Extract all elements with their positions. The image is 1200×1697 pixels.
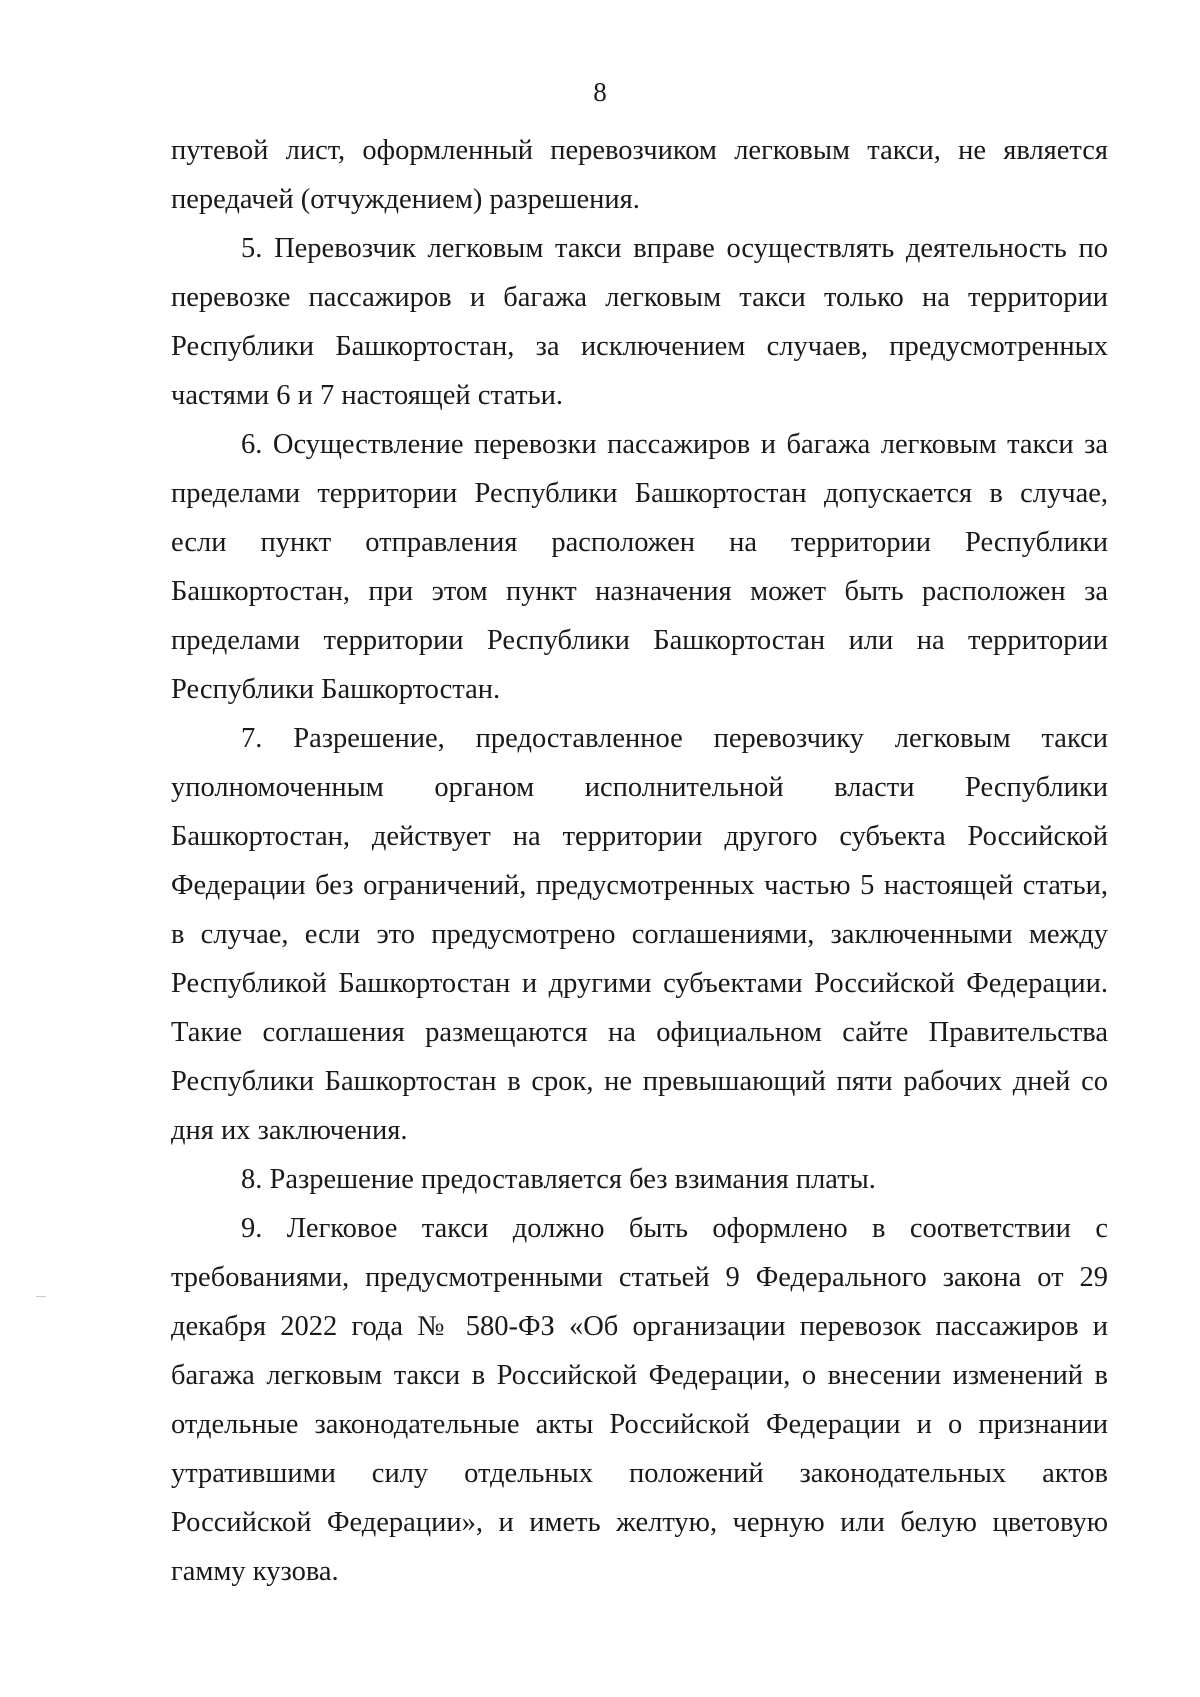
paragraph-8: 8. Разрешение предоставляется без взимания платы.: [241, 1164, 876, 1195]
document-body: [171, 126, 1108, 1596]
paragraph-7: 7. Разрешение, предоставленное перевозчику легковым такси уполномоченным органом исполнительной власти Республики Башкортостан, действует на территории другого субъекта Российской Федерации без ограничений, предусмотренных частью 5 настоящей статьи, в случае, если это предусмотрено соглашениями, заключенными между Республикой Башкортостан и другими субъектами Российской Федерации. Такие соглашения размещаются на официальном сайте Правительства Республики Башкортостан в срок, не превышающий пяти рабочих дней со дня их заключения.: [171, 723, 1108, 1146]
paragraph-9: 9. Легковое такси должно быть оформлено в соответствии с требованиями, предусмотренными статьей 9 Федерального закона от 29 декабря 2022 года № 580-ФЗ «Об организации перевозок пассажиров и багажа легковым такси в Российской Федерации, о внесении изменений в отдельные законодательные акты Российской Федерации и о признании утратившими силу отдельных положений законодательных актов Российской Федерации», и иметь желтую, черную или белую цветовую гамму кузова.: [171, 1213, 1108, 1587]
paragraph-5: 5. Перевозчик легковым такси вправе осуществлять деятельность по перевозке пассажиров и багажа легковым такси только на территории Республики Башкортостан, за исключением случаев, предусмотренных частями 6 и 7 настоящей статьи.: [171, 233, 1108, 411]
scan-artifact-mark: [36, 1296, 46, 1297]
page-number: 8: [593, 77, 607, 107]
paragraph-6: 6. Осуществление перевозки пассажиров и багажа легковым такси за пределами территории Республики Башкортостан допускается в случае, если пункт отправления расположен на территории Республики Башкортостан, при этом пункт назначения может быть расположен за пределами территории Республики Башкортостан или на территории Республики Башкортостан.: [171, 429, 1108, 705]
paragraph-continuation: путевой лист, оформленный перевозчиком легковым такси, не является передачей (отчуждением) разрешения.: [171, 135, 1108, 215]
